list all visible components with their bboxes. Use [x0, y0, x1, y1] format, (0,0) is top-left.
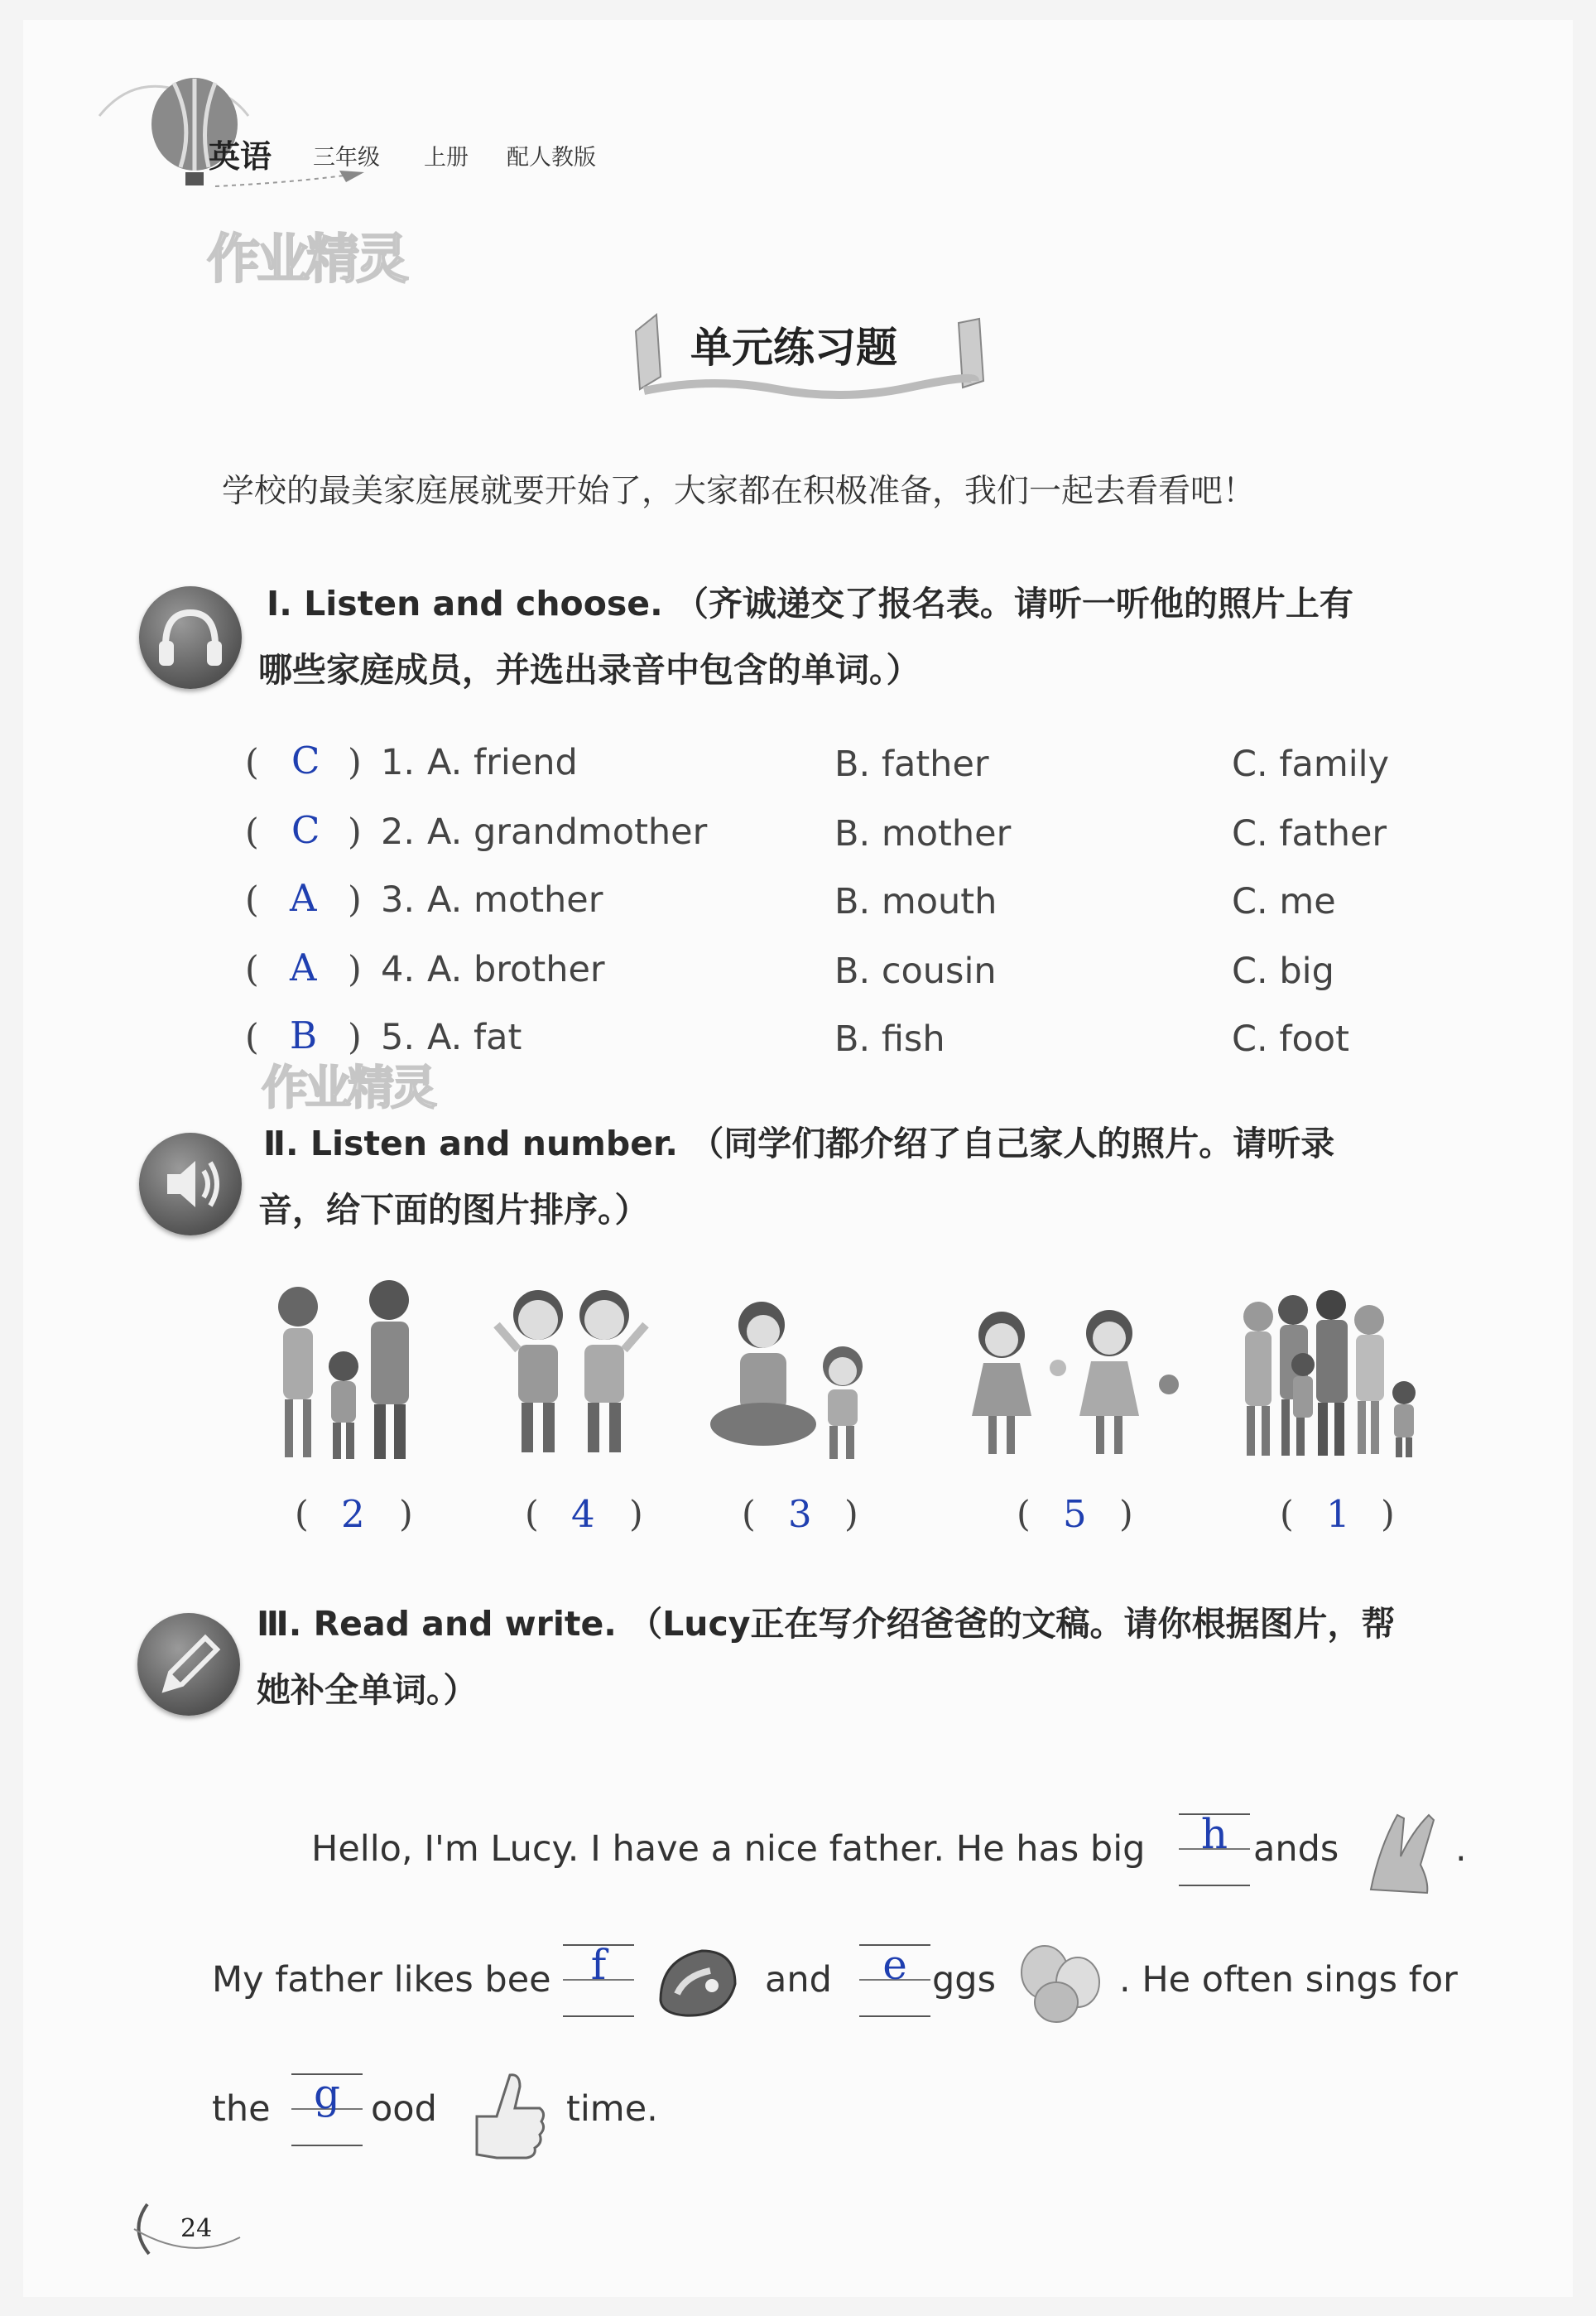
watermark-middle: 作业精灵 — [262, 1062, 434, 1115]
answer-value: C — [291, 808, 320, 852]
answer-blank: h — [1179, 1813, 1250, 1886]
hands-icon — [1354, 1807, 1445, 1898]
answer-paren-open: ( — [245, 1017, 259, 1058]
mother-daughter-picture — [704, 1292, 894, 1466]
answer-paren-close: ) — [348, 949, 362, 990]
option-c: C. me — [1232, 881, 1336, 922]
option-c: C. family — [1232, 744, 1390, 785]
two-boys-picture — [488, 1275, 662, 1466]
section1-title-line2: 哪些家庭成员，并选出录音中包含的单词。） — [258, 650, 921, 690]
passage-word-ggs: ggs — [932, 1959, 996, 2001]
option-a: A. friend — [427, 742, 578, 783]
two-girls-picture — [952, 1292, 1184, 1466]
beef-steak-icon — [652, 1934, 743, 2025]
header-grade: 三年级 — [313, 145, 380, 171]
header-volume: 上册 — [424, 145, 469, 171]
watermark-top: 作业精灵 — [207, 229, 406, 291]
passage-word-ood: ood — [371, 2088, 437, 2130]
passage-line1-period: . — [1455, 1828, 1467, 1870]
answer-paren-close: ) — [348, 811, 362, 853]
item-number: 3. — [381, 879, 416, 921]
passage-line1: Hello, I'm Lucy. I have a nice father. He has big — [311, 1828, 1146, 1870]
section2-title-line1: Ⅱ. Listen and number. （同学们都介绍了自己家人的照片。请听录 — [263, 1124, 1335, 1163]
answer-paren-open: ( — [245, 811, 259, 853]
option-a: A. grandmother — [427, 811, 708, 853]
eggs-icon — [1015, 1936, 1106, 2027]
answer-value: A — [290, 876, 317, 920]
answer-blank: f — [563, 1944, 634, 2017]
answer-paren-close: ) — [348, 742, 362, 783]
header-edition: 配人教版 — [507, 145, 596, 171]
answer-paren-open: ( — [245, 742, 259, 783]
balloon-icon — [83, 58, 397, 199]
answer-value: B — [290, 1014, 318, 1057]
option-a: A. brother — [427, 949, 605, 990]
page-number: 24 — [180, 2214, 213, 2243]
section2-title-line2: 音，给下面的图片排序。） — [258, 1190, 649, 1230]
option-c: C. big — [1232, 951, 1334, 992]
option-a: A. fat — [427, 1017, 522, 1058]
section1-title-line1: Ⅰ. Listen and choose. （齐诚递交了报名表。请听一听他的照片上有 — [267, 584, 1353, 624]
passage-word-and: and — [765, 1959, 832, 2001]
big-family-picture — [1233, 1282, 1424, 1464]
thumbs-up-icon — [460, 2067, 551, 2166]
section3-title-line2: 她补全单词。） — [257, 1670, 478, 1710]
item-number: 2. — [381, 811, 416, 853]
answer-value: C — [291, 739, 320, 782]
answer-paren-open: ( — [245, 949, 259, 990]
answer-paren-close: ) — [348, 879, 362, 921]
section3-title-line1: Ⅲ. Read and write. （Lucy正在写介绍爸爸的文稿。请你根据图片，帮 — [257, 1604, 1396, 1644]
answer-value: A — [290, 946, 317, 989]
option-b: B. father — [834, 744, 989, 785]
option-b: B. fish — [834, 1018, 945, 1060]
answer-paren-close: ) — [348, 1017, 362, 1058]
option-a: A. mother — [427, 879, 603, 921]
answer-paren-open: ( — [245, 879, 259, 921]
header-subject: 英语 — [209, 137, 272, 175]
intro-text: 学校的最美家庭展就要开始了，大家都在积极准备，我们一起去看看吧！ — [222, 473, 1256, 510]
option-c: C. foot — [1232, 1018, 1349, 1060]
answer-blank: e — [859, 1944, 930, 2017]
pencil-icon — [137, 1613, 240, 1716]
speaker-icon — [139, 1133, 242, 1235]
unit-title: 单元练习题 — [690, 324, 897, 372]
family-mother-father-son-picture — [265, 1275, 430, 1466]
option-b: B. mouth — [834, 881, 997, 922]
passage-line2: My father likes bee — [212, 1959, 551, 2001]
answer-blank: g — [291, 2073, 363, 2146]
option-b: B. mother — [834, 813, 1012, 855]
passage-line2-end: . He often sings for — [1119, 1959, 1458, 2001]
item-number: 4. — [381, 949, 416, 990]
item-number: 1. — [381, 742, 416, 783]
option-c: C. father — [1232, 813, 1387, 855]
item-number: 5. — [381, 1017, 416, 1058]
passage-word-ands: ands — [1253, 1828, 1339, 1870]
passage-line3-end: time. — [566, 2088, 658, 2130]
option-b: B. cousin — [834, 951, 997, 992]
passage-line3: the — [212, 2088, 271, 2130]
headphones-icon — [139, 586, 242, 689]
